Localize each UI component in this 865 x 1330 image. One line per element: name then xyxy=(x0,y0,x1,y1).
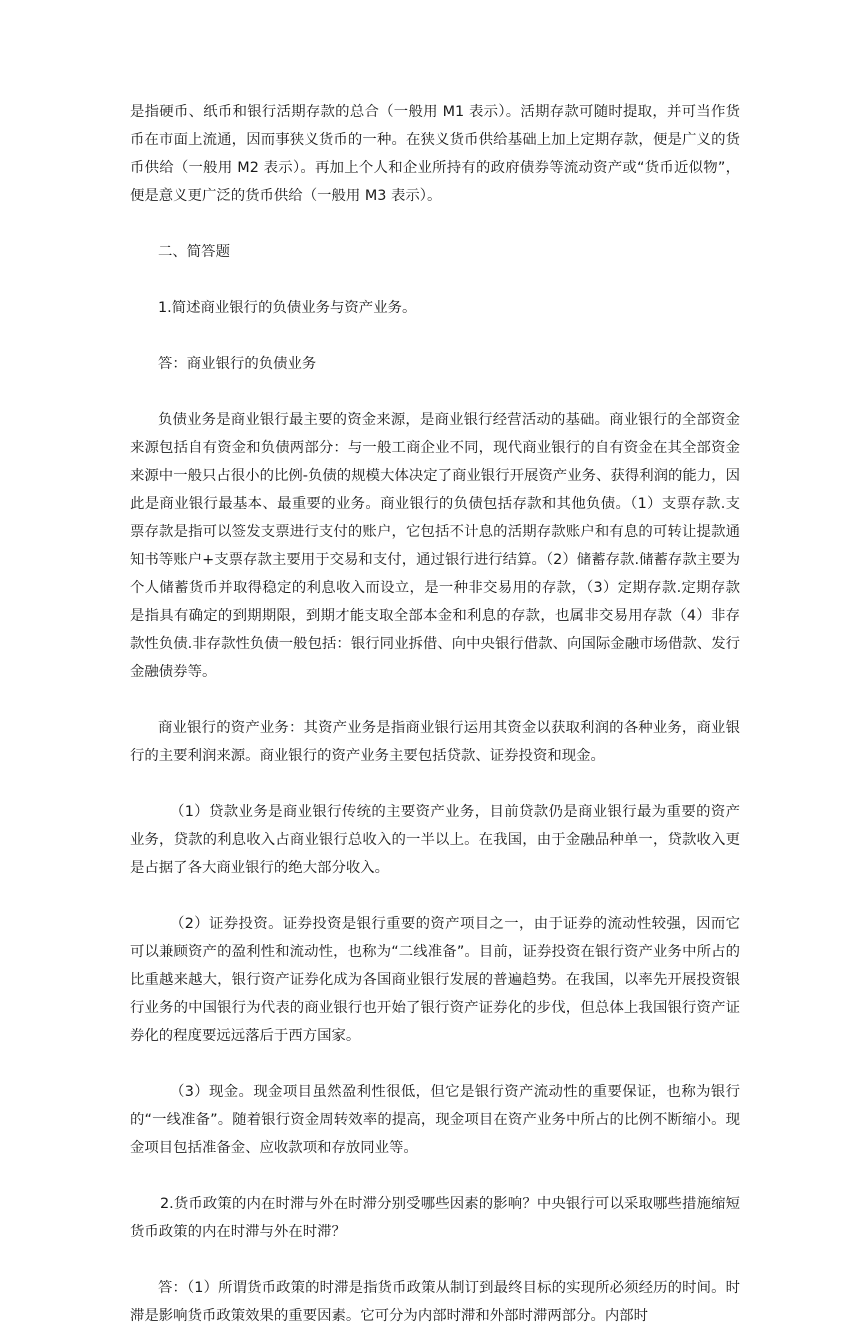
paragraph-money-supply-definition: 是指硬币、纸币和银行活期存款的总合（一般用 M1 表示）。活期存款可随时提取，并可当作货币在市面上流通，因而事狭义货币的一种。在狭义货币供给基础上加上定期存款，便是广义的货币供给（一般用 M2 表示）。再加上个人和企业所持有的政府债券等流动资产或“货币近似物”，便是意义更广泛的货币供给（一般用 M3 表示）。 xyxy=(130,104,740,204)
answer-1-heading: 答：商业银行的负债业务 xyxy=(158,356,317,372)
answer-2-start: 答：（1）所谓货币政策的时滞是指货币政策从制订到最终目标的实现所必须经历的时间。时滞是影响货币政策效果的重要因素。它可分为内部时滞和外部时滞两部分。内部时 xyxy=(130,1280,740,1324)
paragraph-securities-investment: （2）证券投资。证券投资是银行重要的资产项目之一，由于证券的流动性较强，因而它可以兼顾资产的盈利性和流动性，也称为“二线准备”。目前，证券投资在银行资产业务中所占的比重越来越大，银行资产证券化成为各国商业银行发展的普遍趋势。在我国，以率先开展投资银行业务的中国银行为代表的商业银行也开始了银行资产证券化的步伐，但总体上我国银行资产证券化的程度要远远落后于西方国家。 xyxy=(130,916,740,1044)
paragraph-cash: （3）现金。现金项目虽然盈利性很低，但它是银行资产流动性的重要保证，也称为银行的“一线准备”。随着银行资金周转效率的提高，现金项目在资产业务中所占的比例不断缩小。现金项目包括准备金、应收款项和存放同业等。 xyxy=(130,1084,740,1156)
question-2: 2.货币政策的内在时滞与外在时滞分别受哪些因素的影响？中央银行可以采取哪些措施缩短货币政策的内在时滞与外在时滞？ xyxy=(130,1196,740,1240)
paragraph-loan-business: （1）贷款业务是商业银行传统的主要资产业务，目前贷款仍是商业银行最为重要的资产业务，贷款的利息收入占商业银行总收入的一半以上。在我国，由于金融品种单一，贷款收入更是占据了各大商业银行的绝大部分收入。 xyxy=(130,804,740,876)
paragraph-asset-business: 商业银行的资产业务：其资产业务是指商业银行运用其资金以获取利润的各种业务，商业银行的主要利润来源。商业银行的资产业务主要包括贷款、证券投资和现金。 xyxy=(130,720,740,764)
section-heading-short-answer: 二、简答题 xyxy=(158,244,230,260)
paragraph-liability-business: 负债业务是商业银行最主要的资金来源，是商业银行经营活动的基础。商业银行的全部资金来源包括自有资金和负债两部分：与一般工商企业不同，现代商业银行的自有资金在其全部资金来源中一般只占很小的比例-负债的规模大体决定了商业银行开展资产业务、获得利润的能力，因此是商业银行最基本、最重要的业务。商业银行的负债包括存款和其他负债。（1）支票存款.支票存款是指可以签发支票进行支付的账户，它包括不计息的活期存款账户和有息的可转让提款通知书等账户+支票存款主要用于交易和支付，通过银行进行结算。（2）储蓄存款.储蓄存款主要为个人储蓄货币并取得稳定的利息收入而设立，是一种非交易用的存款，（3）定期存款.定期存款是指具有确定的到期期限，到期才能支取全部本金和利息的存款，也属非交易用存款（4）非存款性负债.非存款性负债一般包括：银行同业拆借、向中央银行借款、向国际金融市场借款、发行金融债券等。 xyxy=(130,412,740,680)
question-1: 1.简述商业银行的负债业务与资产业务。 xyxy=(158,300,417,316)
document-page xyxy=(130,98,740,1330)
